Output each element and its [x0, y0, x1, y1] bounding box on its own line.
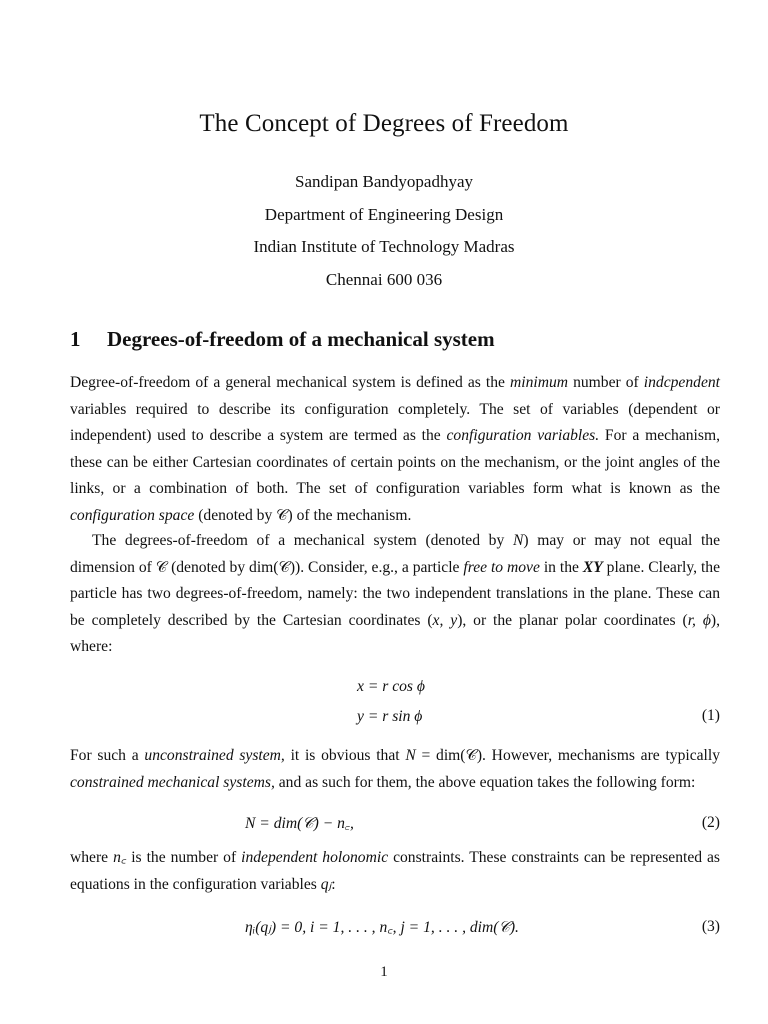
- text-run: in the: [539, 558, 583, 576]
- author-institute: Indian Institute of Technology Madras: [253, 237, 515, 256]
- text-run: variables required to describe its configuration completely. The set of variables (dependent or independent) used to describe a system are termed as the: [70, 400, 720, 444]
- paragraph-3: [70, 743, 720, 796]
- author-city: Chennai 600 036: [325, 269, 443, 289]
- paragraph-4: [70, 845, 720, 898]
- emphasis-run: independent holonomic: [241, 849, 389, 866]
- text-run: ) may or may not equal the dimension of 𝒞 (denoted by dim(𝒞)). Consider, e.g., a particle: [70, 532, 720, 576]
- equation-text: N = dim(𝒞) − n꜀,: [245, 815, 354, 832]
- text-run: and as such for them, the above equation takes the following form:: [274, 773, 696, 791]
- section-title: Degrees-of-freedom of a mechanical system: [107, 327, 495, 351]
- paragraph-2: [70, 528, 720, 661]
- equation-text: y = r sin ϕ: [357, 708, 423, 725]
- text-run: ), where:: [70, 611, 720, 655]
- math-run: r, ϕ: [687, 611, 711, 629]
- math-run: N: [512, 532, 524, 549]
- text-run: where: [70, 849, 114, 866]
- equation-text: ηᵢ(qⱼ) = 0, i = 1, . . . , n꜀, j = 1, . . . , dim(𝒞).: [245, 919, 519, 936]
- author-block: [0, 172, 768, 302]
- emphasis-run: configuration variables.: [446, 427, 600, 444]
- paragraph-1: [70, 370, 720, 529]
- text-run: number of: [568, 374, 644, 391]
- text-run: For a mechanism, these can be either Cartesian coordinates of certain points on the mechanism, or the joint angles of the links, or a combination of both. The set of configuration variables form what is known as the: [70, 427, 720, 497]
- text-run: constraints. These constraints can be represented as equations in the configuration variables: [70, 849, 720, 893]
- equation-text: x = r cos ϕ: [357, 678, 425, 695]
- math-run: n꜀: [113, 849, 127, 866]
- bold-math-run: XY: [582, 558, 603, 576]
- text-run: plane. Clearly, the particle has two degrees-of-freedom, namely: the two independent translations in the plane. These can be completely described by the Cartesian coordinates (: [70, 558, 721, 629]
- emphasis-run: configuration space: [70, 506, 195, 524]
- math-run: x, y: [432, 611, 458, 629]
- emphasis-run: constrained mechanical systems,: [70, 773, 275, 791]
- page-number: 1: [380, 964, 388, 980]
- equation-1-line-2: [357, 707, 422, 727]
- emphasis-run: free to move: [463, 558, 540, 576]
- equation-1-number: (1): [701, 707, 720, 724]
- text-run: it is obvious that: [284, 747, 406, 764]
- emphasis-run: minimum: [510, 374, 569, 391]
- author-name: Sandipan Bandyopadhyay: [295, 172, 473, 191]
- paper-title: The Concept of Degrees of Freedom: [199, 110, 569, 137]
- equation-3-number: (3): [701, 918, 720, 935]
- section-number: 1: [70, 327, 81, 351]
- section-heading: [70, 327, 495, 352]
- text-run: = dim(𝒞). However, mechanisms are typically: [415, 747, 721, 764]
- emphasis-run: indcpendent: [643, 374, 720, 391]
- text-run: :: [331, 875, 336, 893]
- text-run: The degrees-of-freedom of a mechanical system (denoted by: [92, 532, 513, 549]
- text-run: Degree-of-freedom of a general mechanical system is defined as the: [70, 374, 510, 391]
- text-run: For such a: [70, 747, 145, 764]
- equation-1-line-1: [357, 677, 425, 697]
- emphasis-run: unconstrained system,: [144, 747, 285, 764]
- equation-3: [245, 918, 519, 938]
- equation-2: [245, 814, 354, 834]
- math-run: qⱼ: [320, 875, 332, 893]
- text-run: ), or the planar polar coordinates (: [457, 611, 688, 629]
- equation-2-number: (2): [701, 814, 720, 831]
- text-run: (denoted by 𝒞) of the mechanism.: [194, 506, 412, 524]
- math-run: N: [405, 747, 416, 764]
- author-department: Department of Engineering Design: [264, 204, 504, 224]
- text-run: is the number of: [126, 849, 242, 866]
